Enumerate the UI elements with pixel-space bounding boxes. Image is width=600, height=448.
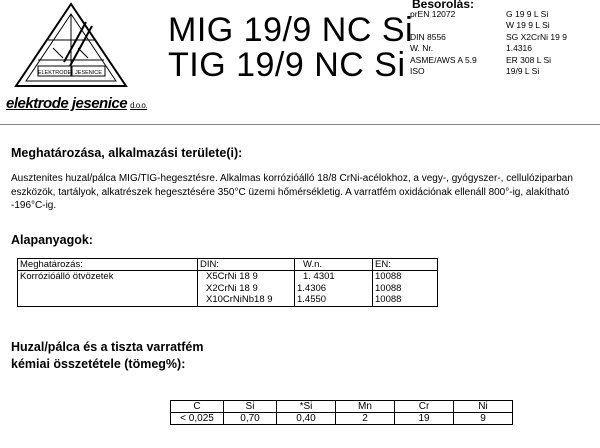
classification-value: SG X2CrNi 19 9	[506, 31, 567, 42]
logo-label-left: ELEKTRODE	[37, 70, 72, 76]
element-value: 0,70	[224, 413, 277, 425]
table-cell: X2CrNi 18 9	[198, 283, 295, 294]
table-cell: X5CrNi 18 9	[198, 271, 295, 283]
element-header: Cr	[395, 401, 454, 413]
brand-suffix: d.o.o.	[130, 101, 148, 110]
table-row	[410, 55, 567, 66]
product-title-tig: TIG 19/9 NC Si	[168, 46, 406, 84]
classification-value: 1.4316	[506, 43, 532, 54]
table-row	[18, 271, 438, 283]
table-cell: 1.4550	[295, 294, 373, 306]
table-cell	[18, 283, 198, 294]
table-row	[410, 32, 567, 43]
classification-heading: Besorolás:	[412, 0, 475, 11]
classification-key	[410, 20, 506, 31]
composition-table	[170, 400, 513, 425]
composition-heading	[11, 339, 203, 373]
column-header: DIN:	[198, 259, 295, 271]
element-header: *Si	[277, 401, 336, 413]
table-row	[410, 9, 567, 20]
table-row	[410, 43, 567, 54]
element-header: Mn	[336, 401, 395, 413]
product-title-mig: MIG 19/9 NC Si	[168, 11, 414, 49]
composition-heading-line1: Huzal/pálca és a tiszta varratfém	[11, 340, 204, 354]
column-header: EN:	[373, 259, 438, 271]
logo-emblem-icon	[8, 0, 134, 92]
classification-key: ASME/AWS A 5.9	[410, 54, 477, 65]
base-materials-heading: Alapanyagok:	[11, 233, 93, 247]
table-header-row	[171, 401, 513, 413]
definition-heading: Meghatározása, alkalmazási területe(i):	[11, 146, 243, 160]
composition-heading-line2: kémiai összetétele (tömeg%):	[11, 357, 186, 371]
column-header: W.n.	[295, 259, 373, 271]
brand-name	[6, 95, 147, 112]
table-header-row	[18, 259, 438, 271]
element-value: 19	[395, 413, 454, 425]
table-cell: 1. 4301	[295, 271, 373, 283]
column-header: Meghatározás:	[18, 259, 198, 271]
table-cell	[18, 294, 198, 306]
table-row	[18, 294, 438, 306]
element-value: < 0,025	[171, 413, 224, 425]
logo-label-right: JESENICE	[75, 70, 102, 76]
classification-key: DIN 8556	[410, 31, 446, 42]
element-value: 9	[454, 413, 513, 425]
table-row	[171, 413, 513, 425]
table-cell: Korrózióálló ötvözetek	[18, 271, 198, 283]
table-row	[410, 20, 567, 31]
table-cell: X10CrNiNb18 9	[198, 294, 295, 306]
element-header: Si	[224, 401, 277, 413]
base-materials-table	[17, 258, 438, 307]
table-row	[410, 66, 567, 77]
company-logo	[8, 0, 134, 92]
classification-key: prEN 12072	[410, 9, 456, 19]
classification-value: W 19 9 L Si	[506, 20, 550, 31]
classification-key: ISO	[410, 66, 425, 77]
classification-value: 19/9 L Si	[506, 66, 540, 77]
classification-value: G 19 9 L Si	[506, 9, 549, 19]
element-header: Ni	[454, 401, 513, 413]
definition-text: Ausztenites huzal/pálca MIG/TIG-hegesztésre. Alkalmas korrózióálló 18/8 CrNi-acélokhoz, a vegy-, gyógyszer-, cellulóziparban eszközök, tartályok, alkatrészek hegesztésére 350°C üzemi hőmérsékletig. A varratfém oxidációnak ellenáll 800°-ig, alakítható -196°C-ig.	[11, 173, 573, 211]
element-value: 0,40	[277, 413, 336, 425]
table-cell: 1.4306	[295, 283, 373, 294]
table-cell: 10088	[373, 294, 438, 306]
element-header: C	[171, 401, 224, 413]
header-divider	[0, 124, 600, 125]
table-cell: 10088	[373, 271, 438, 283]
classification-key: W. Nr.	[410, 43, 434, 54]
table-row	[18, 283, 438, 294]
classification-table	[410, 9, 567, 77]
table-cell: 10088	[373, 283, 438, 294]
classification-value: ER 308 L Si	[506, 54, 552, 65]
brand-name-text: elektrode jesenice	[6, 95, 128, 112]
element-value: 2	[336, 413, 395, 425]
